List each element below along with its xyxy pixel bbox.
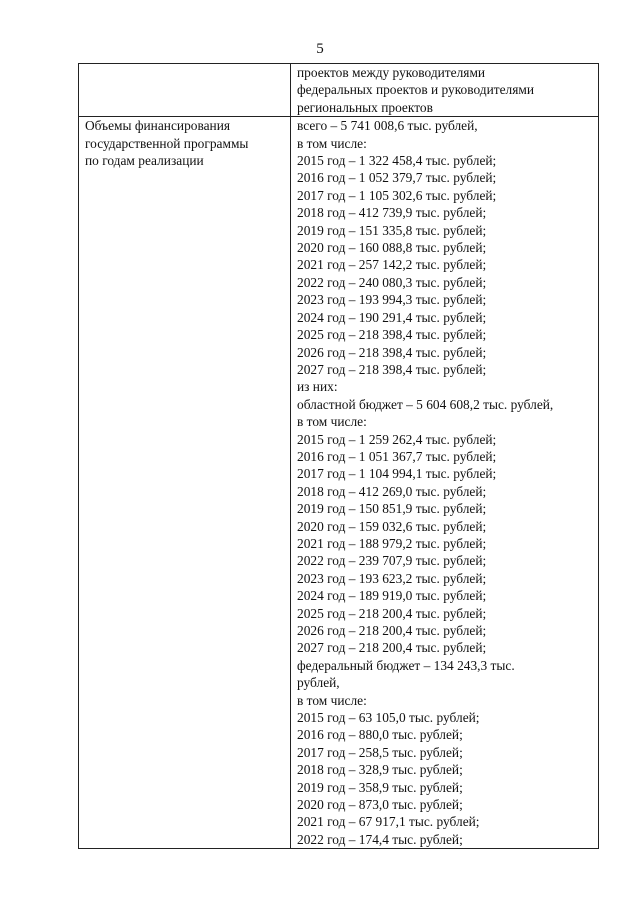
text-line: 2015 год – 63 105,0 тыс. рублей; <box>297 710 480 726</box>
text-line: 2023 год – 193 994,3 тыс. рублей; <box>297 292 487 308</box>
text-line: 2016 год – 1 052 379,7 тыс. рублей; <box>297 170 497 186</box>
text-line: 2016 год – 1 051 367,7 тыс. рублей; <box>297 448 497 464</box>
row-2-value-lines <box>297 117 594 848</box>
text-line: в том числе: <box>297 135 367 151</box>
table-row <box>79 117 599 849</box>
row-2-label-lines <box>85 117 286 169</box>
row-2-value-cell <box>291 117 599 849</box>
text-line: 2021 год – 188 979,2 тыс. рублей; <box>297 535 487 551</box>
text-line: всего – 5 741 008,6 тыс. рублей, <box>297 118 478 134</box>
text-line: 2020 год – 159 032,6 тыс. рублей; <box>297 518 487 534</box>
text-line: в том числе: <box>297 414 367 430</box>
row-1-label-cell <box>79 64 291 117</box>
text-line: 2026 год – 218 398,4 тыс. рублей; <box>297 344 487 360</box>
text-line: 2027 год – 218 200,4 тыс. рублей; <box>297 640 487 656</box>
text-line: рублей, <box>297 675 340 691</box>
row-1-value-cell <box>291 64 599 117</box>
text-line: федеральных проектов и руководителями <box>297 82 535 98</box>
row-1-value-lines <box>297 64 594 116</box>
text-line: региональных проектов <box>297 99 433 115</box>
text-line: 2020 год – 160 088,8 тыс. рублей; <box>297 240 487 256</box>
text-line: 2022 год – 174,4 тыс. рублей; <box>297 831 463 847</box>
text-line: 2024 год – 190 291,4 тыс. рублей; <box>297 309 487 325</box>
text-line: 2018 год – 412 739,9 тыс. рублей; <box>297 205 487 221</box>
program-passport-table <box>78 63 599 849</box>
text-line: 2021 год – 257 142,2 тыс. рублей; <box>297 257 487 273</box>
text-line: 2015 год – 1 259 262,4 тыс. рублей; <box>297 431 497 447</box>
text-line: 2018 год – 412 269,0 тыс. рублей; <box>297 483 487 499</box>
text-line: 2018 год – 328,9 тыс. рублей; <box>297 762 463 778</box>
text-line: государственной программы <box>85 135 249 151</box>
text-line: 2022 год – 239 707,9 тыс. рублей; <box>297 553 487 569</box>
text-line: 2017 год – 1 104 994,1 тыс. рублей; <box>297 466 497 482</box>
text-line: 2016 год – 880,0 тыс. рублей; <box>297 727 463 743</box>
text-line: 2019 год – 151 335,8 тыс. рублей; <box>297 222 487 238</box>
text-line: 2022 год – 240 080,3 тыс. рублей; <box>297 274 487 290</box>
table-row <box>79 64 599 117</box>
text-line: 2019 год – 358,9 тыс. рублей; <box>297 779 463 795</box>
row-2-label-cell <box>79 117 291 849</box>
text-line: 2019 год – 150 851,9 тыс. рублей; <box>297 501 487 517</box>
page-number: 5 <box>316 41 324 57</box>
text-line: 2017 год – 1 105 302,6 тыс. рублей; <box>297 187 497 203</box>
text-line: Объемы финансирования <box>85 118 231 134</box>
text-line: 2024 год – 189 919,0 тыс. рублей; <box>297 588 487 604</box>
text-line: федеральный бюджет – 134 243,3 тыс. <box>297 657 515 673</box>
text-line: 2025 год – 218 398,4 тыс. рублей; <box>297 327 487 343</box>
text-line: в том числе: <box>297 692 367 708</box>
text-line: 2021 год – 67 917,1 тыс. рублей; <box>297 814 480 830</box>
text-line: 2017 год – 258,5 тыс. рублей; <box>297 744 463 760</box>
text-line: из них: <box>297 379 338 395</box>
text-line: 2023 год – 193 623,2 тыс. рублей; <box>297 570 487 586</box>
text-line: 2027 год – 218 398,4 тыс. рублей; <box>297 361 487 377</box>
text-line: 2025 год – 218 200,4 тыс. рублей; <box>297 605 487 621</box>
text-line: 2020 год – 873,0 тыс. рублей; <box>297 797 463 813</box>
text-line: 2015 год – 1 322 458,4 тыс. рублей; <box>297 153 497 169</box>
text-line: по годам реализации <box>85 153 204 169</box>
text-line: 2026 год – 218 200,4 тыс. рублей; <box>297 623 487 638</box>
text-line: проектов между руководителями <box>297 65 486 80</box>
text-line: областной бюджет – 5 604 608,2 тыс. рублей, <box>297 396 554 412</box>
